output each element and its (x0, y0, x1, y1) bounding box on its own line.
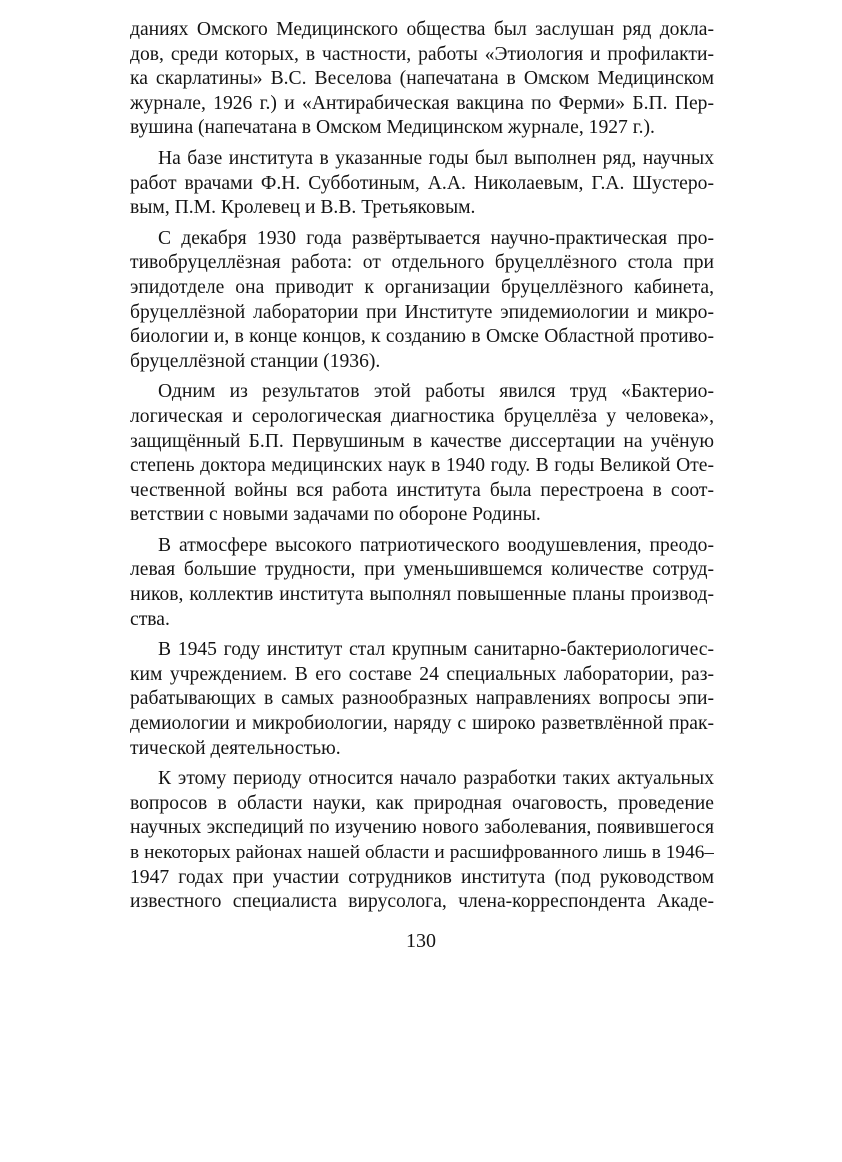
text-line: вым, П.М. Кролевец и В.В. Третьяковым. (130, 197, 476, 219)
text-line: дов, среди которых, в частности, работы «Этиология и профилакти- (130, 43, 714, 65)
text-line: левая большие трудности, при уменьшившемся количестве сотруд- (130, 559, 714, 581)
text-line: бруцеллёзной лаборатории при Институте эпидемиологии и микро- (130, 301, 714, 323)
text-line: В 1945 году институт стал крупным санитарно-бактериологичес- (158, 639, 714, 661)
text-line: С декабря 1930 года развёртывается научно-практическая про- (158, 227, 714, 249)
text-line: вопросов в области науки, как природная очаговость, проведение (130, 792, 714, 814)
text-line: чественной войны вся работа института была перестроена в соот- (130, 479, 714, 501)
paragraph-4 (130, 380, 714, 528)
paragraph-3 (130, 227, 714, 375)
paragraph-7 (130, 767, 714, 915)
text-line: в некоторых районах нашей области и расшифрованного лишь в 1946– (130, 842, 714, 863)
text-line: работ врачами Ф.Н. Субботиным, А.А. Николаевым, Г.А. Шустеро- (130, 172, 714, 194)
paragraph-6 (130, 638, 714, 761)
text-line: ветствии с новыми задачами по обороне Родины. (130, 504, 541, 526)
text-line: Одним из результатов этой работы явился труд «Бактерио- (158, 381, 714, 403)
text-line: логическая и серологическая диагностика бруцеллёза у человека», (130, 405, 714, 427)
text-line: ников, коллектив института выполнял повышенные планы производ- (130, 584, 714, 606)
text-line: даниях Омского Медицинского общества был заслушан ряд докла- (130, 19, 714, 40)
text-line: степень доктора медицинских наук в 1940 году. В годы Великой Оте- (130, 455, 714, 477)
text-line: вушина (напечатана в Омском Медицинском журнале, 1927 г.). (130, 117, 655, 139)
paragraph-2 (130, 147, 714, 221)
text-line: рабатывающих в самых разнообразных направлениях вопросы эпи- (130, 688, 714, 710)
text-line: 1947 годах при участии сотрудников института (под руководством (130, 866, 714, 888)
text-line: журнале, 1926 г.) и «Антирабическая вакцина по Ферми» Б.П. Пер- (130, 92, 714, 114)
text-line: тической деятельностью. (130, 737, 341, 759)
text-line: демиологии и микробиологии, наряду с широко разветвлённой прак- (130, 713, 714, 735)
text-line: научных экспедиций по изучению нового заболевания, появившегося (130, 817, 714, 839)
text-line: известного специалиста вирусолога, члена-корреспондента Акаде- (130, 891, 714, 913)
text-line: биологии и, в конце концов, к созданию в Омске Областной противо- (130, 326, 714, 348)
text-line: К этому периоду относится начало разработки таких актуальных (158, 768, 714, 790)
paragraph-5 (130, 534, 714, 632)
text-line: ства. (130, 608, 170, 630)
body-text (130, 18, 714, 921)
text-line: тивобруцеллёзная работа: от отдельного бруцеллёзного стола при (130, 252, 714, 274)
text-line: На базе института в указанные годы был выполнен ряд, научных (158, 147, 714, 169)
paragraph-1 (130, 18, 714, 141)
text-line: защищённый Б.П. Первушиным в качестве диссертации на учёную (130, 430, 714, 452)
text-line: эпидотделе она приводит к организации бруцеллёзного кабинета, (130, 276, 714, 298)
text-line: ка скарлатины» В.С. Веселова (напечатана в Омском Медицинском (130, 68, 714, 90)
text-line: ким учреждением. В его составе 24 специальных лаборатории, раз- (130, 663, 714, 685)
text-line: В атмосфере высокого патриотического воодушевления, преодо- (158, 534, 714, 556)
page-number: 130 (406, 930, 436, 952)
text-line: бруцеллёзной станции (1936). (130, 350, 381, 372)
